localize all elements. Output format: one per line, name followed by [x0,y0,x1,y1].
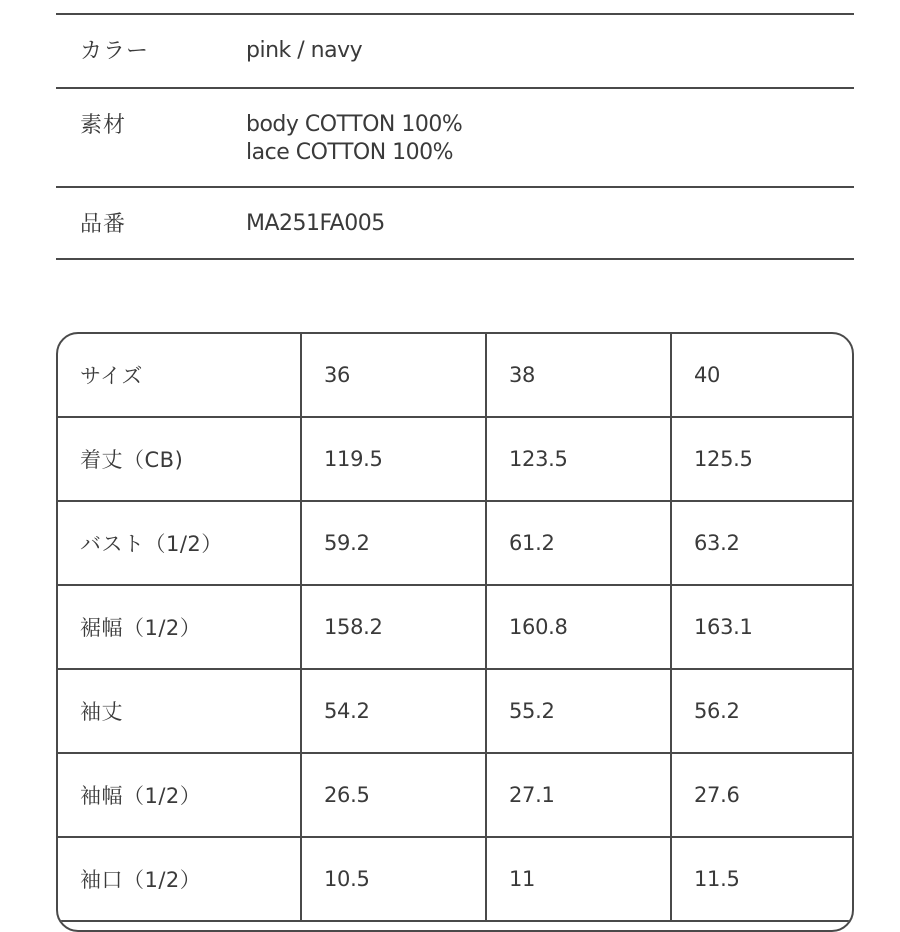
row-label: 袖幅（1/2） [58,753,301,837]
table-cell: 119.5 [301,417,486,501]
size-header-label: サイズ [58,333,301,417]
spec-value-color: pink / navy [246,38,363,63]
row-label: 裾幅（1/2） [58,585,301,669]
spec-row-color [56,15,854,89]
table-cell: 56.2 [671,669,854,753]
size-table-container [56,332,854,932]
size-header-36: 36 [301,333,486,417]
spec-row-item-number [56,188,854,260]
table-cell: 160.8 [486,585,671,669]
spec-value-material [246,111,462,167]
row-label: 着丈（CB) [58,417,301,501]
table-cell: 55.2 [486,669,671,753]
table-row [58,753,854,837]
material-line-body: body COTTON 100% [246,112,463,137]
row-label: 袖丈 [58,669,301,753]
table-cell: 59.2 [301,501,486,585]
table-row [58,837,854,921]
spec-value-item-number: MA251FA005 [246,211,385,236]
product-spec-list [56,13,854,260]
table-cell: 11 [486,837,671,921]
table-row [58,669,854,753]
material-line-lace: lace COTTON 100% [246,140,454,165]
size-table [58,333,854,922]
table-row [58,585,854,669]
table-cell: 26.5 [301,753,486,837]
spec-row-material [56,89,854,188]
table-row [58,501,854,585]
table-cell: 63.2 [671,501,854,585]
size-header-38: 38 [486,333,671,417]
table-cell: 123.5 [486,417,671,501]
row-label: バスト（1/2） [58,501,301,585]
table-cell: 11.5 [671,837,854,921]
table-cell: 27.6 [671,753,854,837]
table-row [58,417,854,501]
size-header-40: 40 [671,333,854,417]
table-cell: 125.5 [671,417,854,501]
table-cell: 27.1 [486,753,671,837]
spec-label-material: 素材 [80,113,127,138]
spec-label-color: カラー [80,39,150,64]
table-cell: 54.2 [301,669,486,753]
table-cell: 61.2 [486,501,671,585]
table-cell: 163.1 [671,585,854,669]
size-table-header-row [58,333,854,417]
row-label: 袖口（1/2） [58,837,301,921]
table-cell: 158.2 [301,585,486,669]
table-cell: 10.5 [301,837,486,921]
spec-label-item-number: 品番 [80,212,127,237]
